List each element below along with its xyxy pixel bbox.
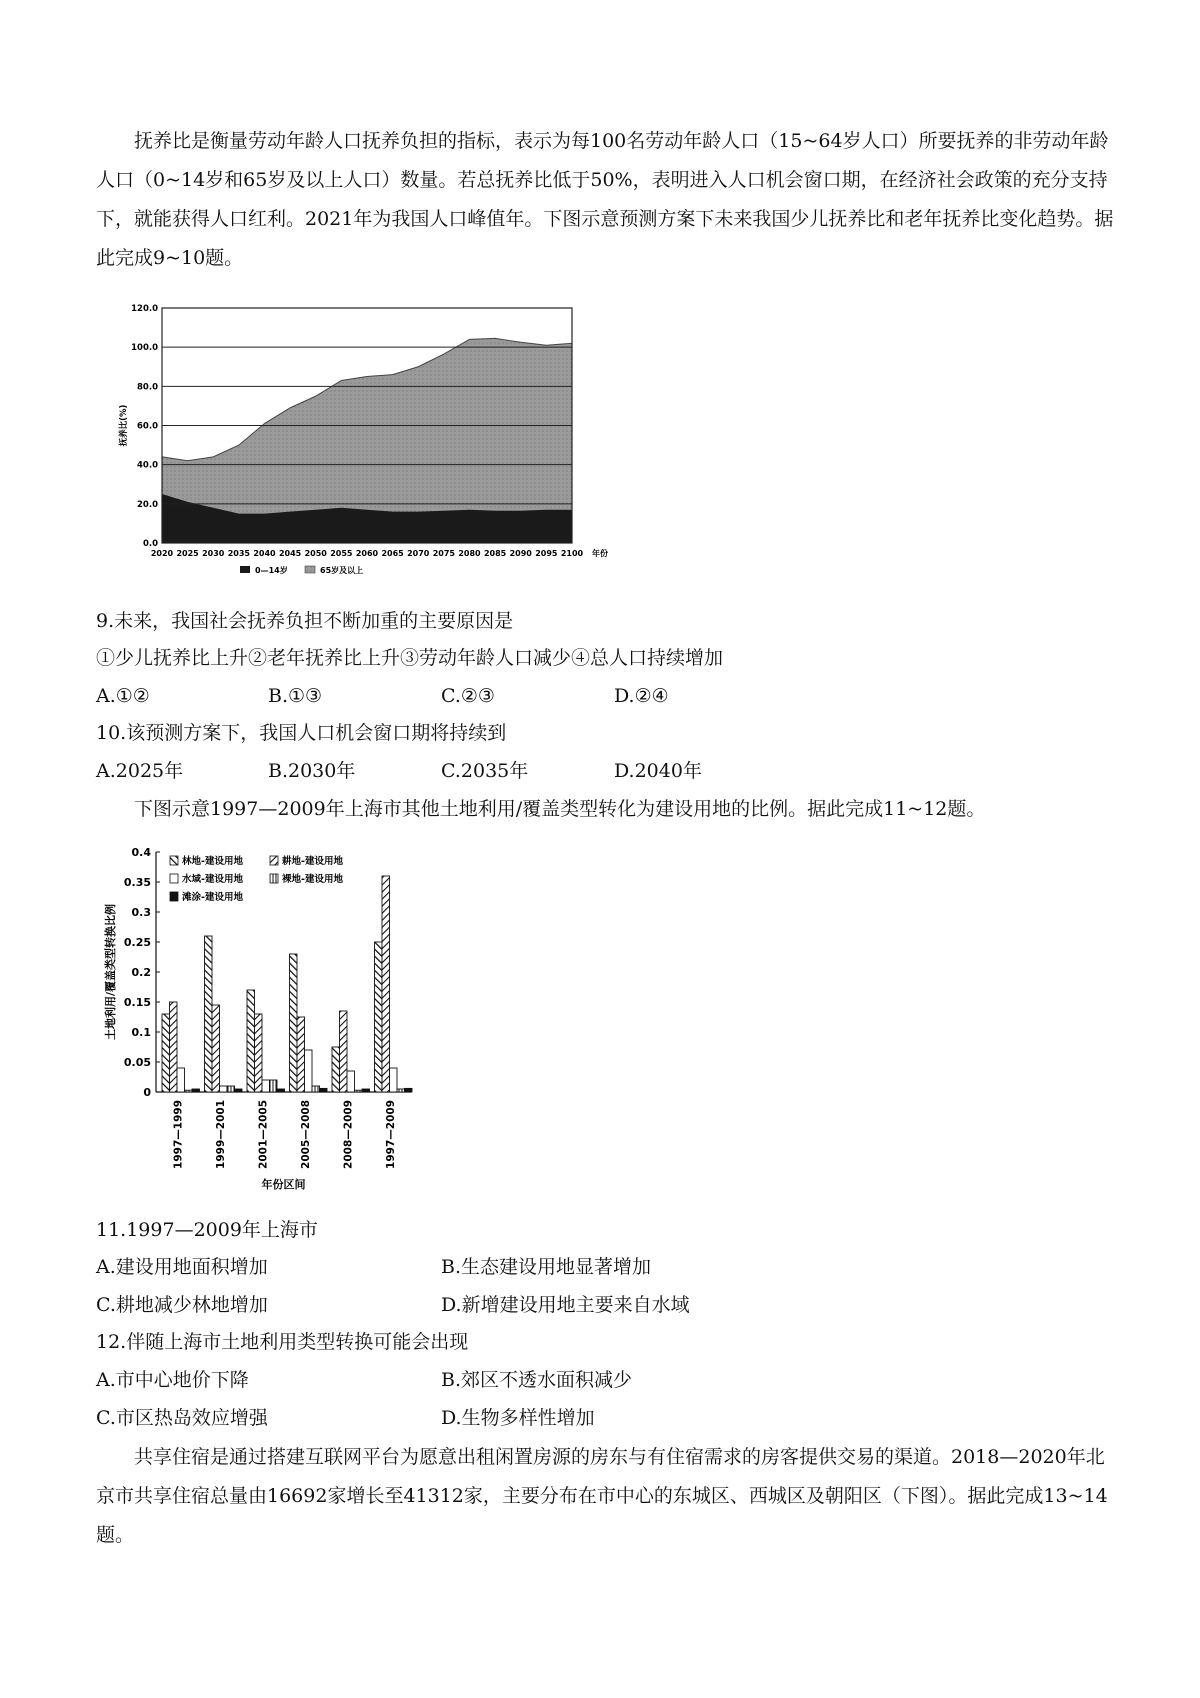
x-tick-label: 2050 <box>304 549 327 558</box>
y-tick-label: 0.0 <box>142 539 158 549</box>
y-tick-label: 0.4 <box>131 846 151 859</box>
legend-label-farmland-to-construction: 耕地-建设用地 <box>282 856 343 867</box>
legend-swatch-bare-to-construction <box>270 874 278 883</box>
q10-option-a[interactable]: A.2025年 <box>96 760 184 782</box>
x-tick-label: 2008—2009 <box>342 1100 355 1169</box>
land-conversion-svg <box>98 836 478 1206</box>
y-tick-label: 0.3 <box>131 906 151 919</box>
y-tick-label: 0.2 <box>131 966 151 979</box>
y-tick-label: 20.0 <box>137 499 158 510</box>
x-tick-label: 2040 <box>253 549 276 558</box>
q12-option-b[interactable]: B.郊区不透水面积减少 <box>441 1369 633 1391</box>
y-tick-label: 80.0 <box>137 382 158 393</box>
x-tick-label: 2025 <box>176 549 199 558</box>
q9-option-b[interactable]: B.①③ <box>268 685 323 707</box>
legend-label-children: 0—14岁 <box>255 566 288 575</box>
x-tick-label: 2035 <box>227 549 251 558</box>
y-tick-label: 0.15 <box>123 996 151 1009</box>
q10-option-b[interactable]: B.2030年 <box>268 760 356 782</box>
q11-option-b[interactable]: B.生态建设用地显著增加 <box>441 1256 652 1278</box>
bar-farmland-to-construction <box>170 1002 178 1092</box>
bar-mudflat-to-construction <box>235 1089 243 1092</box>
bar-forest-to-construction <box>375 942 383 1092</box>
y-axis-label: 土地利用/覆盖类型转换比例 <box>104 903 117 1041</box>
bar-bare-to-construction <box>355 1090 363 1092</box>
x-tick-label: 2020 <box>150 549 174 558</box>
bar-farmland-to-construction <box>212 1005 220 1092</box>
x-tick-label: 2005—2008 <box>299 1100 312 1169</box>
intro-paragraph-2: 下图示意1997—2009年上海市其他土地利用/覆盖类型转化为建设用地的比例。据此完成11~12题。 <box>134 798 986 820</box>
legend-swatch-elderly <box>305 566 315 573</box>
x-tick-label: 1997—2009 <box>384 1100 397 1169</box>
x-tick-label: 2080 <box>458 549 481 558</box>
y-tick-label: 120.0 <box>131 304 158 314</box>
land-conversion-chart <box>98 836 478 1210</box>
x-tick-label: 2060 <box>355 549 379 558</box>
y-tick-label: 0 <box>143 1086 151 1099</box>
bar-mudflat-to-construction <box>320 1088 328 1092</box>
x-tick-label: 2030 <box>202 549 225 558</box>
q9-stem: 9.未来，我国社会抚养负担不断加重的主要原因是 <box>96 610 514 632</box>
q9-items: ①少儿抚养比上升②老年抚养比上升③劳动年龄人口减少④总人口持续增加 <box>96 647 724 669</box>
bar-bare-to-construction <box>185 1090 193 1092</box>
q12-option-c[interactable]: C.市区热岛效应增强 <box>96 1407 268 1429</box>
bar-forest-to-construction <box>205 936 213 1092</box>
q12-option-d[interactable]: D.生物多样性增加 <box>441 1407 595 1429</box>
q9-option-d[interactable]: D.②④ <box>614 685 669 707</box>
bar-bare-to-construction <box>227 1086 235 1092</box>
bar-forest-to-construction <box>332 1047 340 1092</box>
legend-swatch-water-to-construction <box>170 874 178 883</box>
bar-farmland-to-construction <box>340 1011 348 1092</box>
q9-option-c[interactable]: C.②③ <box>441 685 495 707</box>
legend-label-elderly: 65岁及以上 <box>320 566 364 575</box>
legend-label-mudflat-to-construction: 滩涂-建设用地 <box>182 892 243 903</box>
q10-option-d[interactable]: D.2040年 <box>614 760 702 782</box>
x-tick-label: 2075 <box>432 549 456 558</box>
bar-mudflat-to-construction <box>192 1089 200 1092</box>
x-tick-label: 2045 <box>278 549 302 558</box>
legend-label-bare-to-construction: 裸地-建设用地 <box>282 874 343 885</box>
x-tick-label: 2065 <box>381 549 404 558</box>
bar-mudflat-to-construction <box>405 1088 413 1092</box>
bar-bare-to-construction <box>397 1089 405 1092</box>
y-tick-label: 0.05 <box>123 1056 151 1069</box>
dependency-ratio-chart <box>90 286 650 610</box>
bar-mudflat-to-construction <box>277 1089 285 1092</box>
bar-farmland-to-construction <box>297 1017 305 1092</box>
x-tick-label: 1997—1999 <box>172 1100 185 1169</box>
x-tick-label: 2085 <box>483 549 507 558</box>
bar-bare-to-construction <box>270 1080 278 1092</box>
y-tick-label: 0.35 <box>123 876 151 889</box>
x-tick-label: 2100 <box>560 549 584 558</box>
y-tick-label: 0.1 <box>131 1026 151 1039</box>
intro-paragraph-1: 抚养比是衡量劳动年龄人口抚养负担的指标，表示为每100名劳动年龄人口（15~64岁人口）所要抚养的非劳动年龄人口（0~14岁和65岁及以上人口）数量。若总抚养比低于50%，表明进入人口机会窗口期，在经济社会政策的充分支持下，就能获得人口红利。2021年为我国人口峰值年。下图示意预测方案下未来我国少儿抚养比和老年抚养比变化趋势。据此完成9~10题。 <box>96 130 1114 269</box>
legend-swatch-children <box>240 566 250 573</box>
legend-label-water-to-construction: 水域-建设用地 <box>182 874 243 885</box>
bar-farmland-to-construction <box>382 876 390 1092</box>
q9-option-a[interactable]: A.①② <box>96 685 150 707</box>
legend-swatch-forest-to-construction <box>170 856 178 865</box>
y-tick-label: 0.25 <box>123 936 151 949</box>
q12-stem: 12.伴随上海市土地利用类型转换可能会出现 <box>96 1331 469 1353</box>
y-tick-label: 60.0 <box>137 421 158 432</box>
x-tick-label: 2090 <box>509 549 532 558</box>
x-tick-label: 2001—2005 <box>257 1100 270 1169</box>
bar-forest-to-construction <box>162 1014 170 1092</box>
q11-stem: 11.1997—2009年上海市 <box>96 1219 318 1241</box>
bar-water-to-construction <box>347 1071 355 1092</box>
y-tick-label: 100.0 <box>131 343 158 354</box>
intro-paragraph-3: 共享住宿是通过搭建互联网平台为愿意出租闲置房源的房东与有住宿需求的房客提供交易的渠道。2018—2020年北京市共享住宿总量由16692家增长至41312家，主要分布在市中心的东城区、西城区及朝阳区（下图）。据此完成13~14题。 <box>96 1446 1108 1546</box>
legend-label-forest-to-construction: 林地-建设用地 <box>182 856 243 867</box>
x-axis-label: 年份区间 <box>261 1178 306 1191</box>
q11-option-a[interactable]: A.建设用地面积增加 <box>96 1256 268 1278</box>
bar-water-to-construction <box>262 1080 270 1092</box>
y-axis-label: 抚养比(%) <box>119 404 129 447</box>
q10-option-c[interactable]: C.2035年 <box>441 760 529 782</box>
x-tick-label: 2095 <box>535 549 558 558</box>
q11-option-c[interactable]: C.耕地减少林地增加 <box>96 1294 268 1316</box>
bar-water-to-construction <box>177 1068 185 1092</box>
x-tick-label: 2055 <box>330 549 353 558</box>
bar-bare-to-construction <box>312 1086 320 1092</box>
bar-mudflat-to-construction <box>362 1089 370 1092</box>
bar-water-to-construction <box>220 1086 228 1092</box>
dependency-ratio-svg <box>90 286 650 606</box>
bar-forest-to-construction <box>290 954 298 1092</box>
bar-farmland-to-construction <box>255 1014 263 1092</box>
x-axis-label: 年份 <box>592 549 608 558</box>
bar-water-to-construction <box>305 1050 313 1092</box>
y-tick-label: 40.0 <box>137 460 158 471</box>
legend-swatch-mudflat-to-construction <box>170 892 178 901</box>
x-tick-label: 1999—2001 <box>214 1100 227 1169</box>
bar-water-to-construction <box>390 1068 398 1092</box>
q12-option-a[interactable]: A.市中心地价下降 <box>96 1369 249 1391</box>
bar-forest-to-construction <box>247 990 255 1092</box>
q10-stem: 10.该预测方案下，我国人口机会窗口期将持续到 <box>96 722 507 744</box>
x-tick-label: 2070 <box>407 549 430 558</box>
legend-swatch-farmland-to-construction <box>270 856 278 865</box>
q11-option-d[interactable]: D.新增建设用地主要来自水域 <box>441 1294 690 1316</box>
